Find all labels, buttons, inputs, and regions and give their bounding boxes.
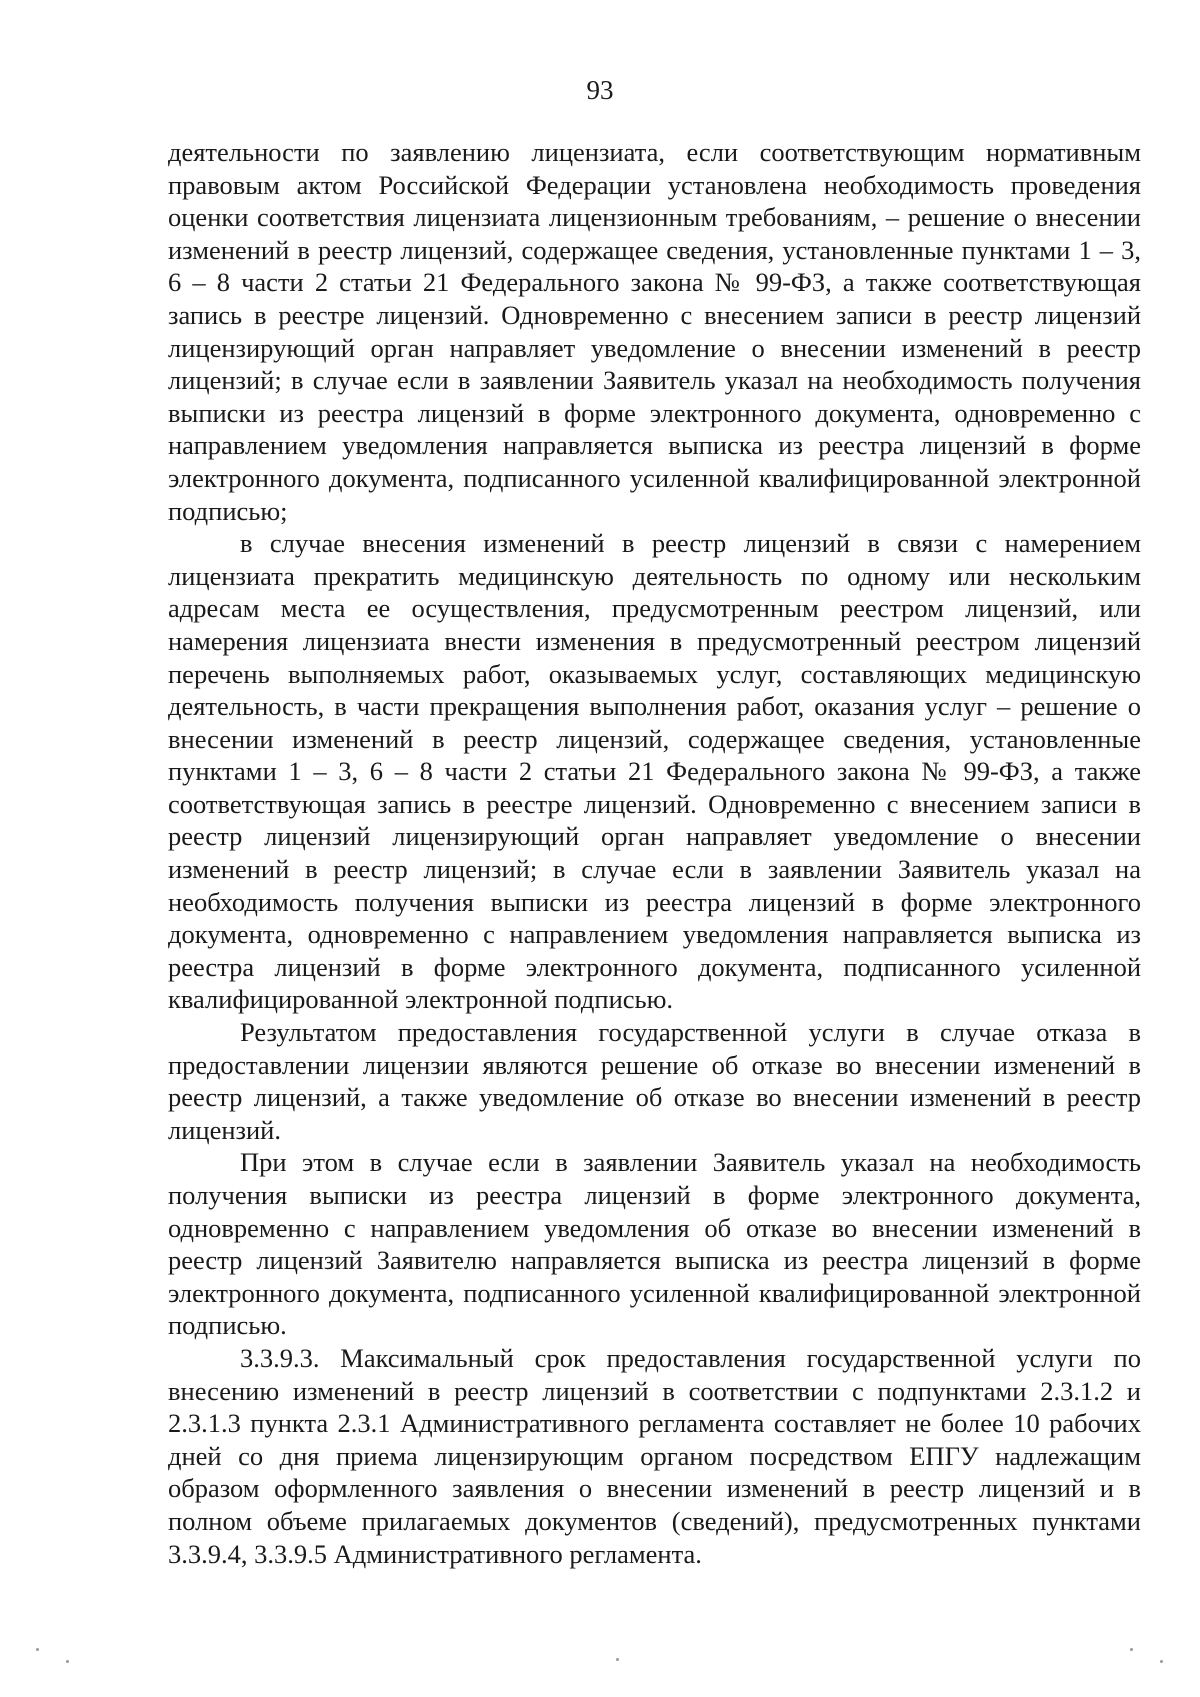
- scan-speck: [36, 1648, 39, 1651]
- paragraph-5: 3.3.9.3. Максимальный срок предоставления государственной услуги по внесению изменений в реестр лицензий в соответствии с подпунктами 2.3.1.2 и 2.3.1.3 пункта 2.3.1 Административного регламента составляет не более 10 рабочих дней со дня приема лицензирующим органом посредством ЕПГУ надлежащим образом оформленного заявления о внесении изменений в реестр лицензий и в полном объеме прилагаемых документов (сведений), предусмотренных пунктами 3.3.9.4, 3.3.9.5 Административного регламента.: [168, 1342, 1141, 1569]
- scan-speck: [1130, 1648, 1133, 1651]
- document-body: [168, 136, 1141, 1570]
- paragraph-1: деятельности по заявлению лицензиата, если соответствующим нормативным правовым актом Российской Федерации установлена необходимость проведения оценки соответствия лицензиата лицензионным требованиям, – решение о внесении изменений в реестр лицензий, содержащее сведения, установленные пунктами 1 – 3, 6 – 8 части 2 статьи 21 Федерального закона № 99-ФЗ, а также соответствующая запись в реестре лицензий. Одновременно с внесением записи в реестр лицензий лицензирующий орган направляет уведомление о внесении изменений в реестр лицензий; в случае если в заявлении Заявитель указал на необходимость получения выписки из реестра лицензий в форме электронного документа, одновременно с направлением уведомления направляется выписка из реестра лицензий в форме электронного документа, подписанного усиленной квалифицированной электронной подписью;: [168, 137, 1141, 526]
- paragraph-2: в случае внесения изменений в реестр лицензий в связи с намерением лицензиата прекратить медицинскую деятельность по одному или нескольким адресам места ее осуществления, предусмотренным реестром лицензий, или намерения лицензиата внести изменения в предусмотренный реестром лицензий перечень выполняемых работ, оказываемых услуг, составляющих медицинскую деятельность, в части прекращения выполнения работ, оказания услуг – решение о внесении изменений в реестр лицензий, содержащее сведения, установленные пунктами 1 – 3, 6 – 8 части 2 статьи 21 Федерального закона № 99-ФЗ, а также соответствующая запись в реестре лицензий. Одновременно с внесением записи в реестр лицензий лицензирующий орган направляет уведомление о внесении изменений в реестр лицензий; в случае если в заявлении Заявитель указал на необходимость получения выписки из реестра лицензий в форме электронного документа, одновременно с направлением уведомления направляется выписка из реестра лицензий в форме электронного документа, подписанного усиленной квалифицированной электронной подписью.: [168, 528, 1141, 1015]
- page-number: 93: [586, 75, 614, 105]
- scan-speck: [66, 1660, 69, 1663]
- scan-speck: [616, 1658, 619, 1661]
- paragraph-4: При этом в случае если в заявлении Заявитель указал на необходимость получения выписки из реестра лицензий в форме электронного документа, одновременно с направлением уведомления об отказе во внесении изменений в реестр лицензий Заявителю направляется выписка из реестра лицензий в форме электронного документа, подписанного усиленной квалифицированной электронной подписью.: [168, 1147, 1141, 1341]
- paragraph-3: Результатом предоставления государственной услуги в случае отказа в предоставлении лицензии являются решение об отказе во внесении изменений в реестр лицензий, а также уведомление об отказе во внесении изменений в реестр лицензий.: [168, 1017, 1141, 1145]
- scan-speck: [1160, 1660, 1163, 1663]
